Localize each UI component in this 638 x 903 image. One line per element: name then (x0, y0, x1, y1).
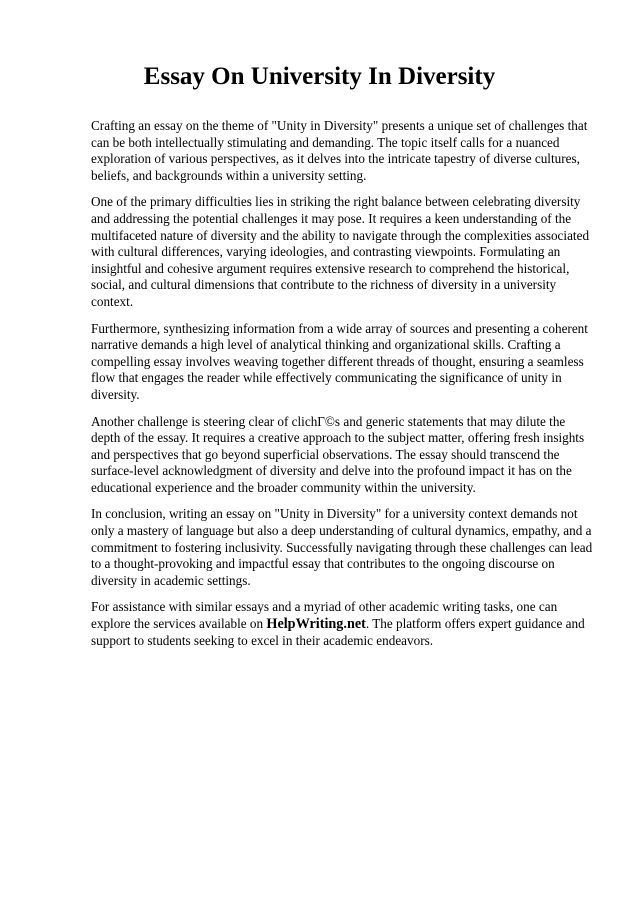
paragraph-5: In conclusion, writing an essay on "Unity in Diversity" for a university context demands not only a mastery of language but also a deep understanding of cultural dynamics, empathy, and a commitment to fostering inclusivity. Successfully navigating through these challenges can lead to a thought-provoking and impactful essay that contributes to the ongoing discourse on diversity in academic settings. (91, 506, 593, 588)
closing-text-before: For assistance with similar essays and a myriad of other academic writing tasks, one can explore the services available on (91, 599, 558, 632)
document-title: Essay On University In Diversity (143, 63, 496, 90)
paragraph-1: Crafting an essay on the theme of "Unity in Diversity" presents a unique set of challenges that can be both intellectually stimulating and demanding. The topic itself calls for a nuanced exploration of various perspectives, as it delves into the intricate tapestry of diverse cultures, beliefs, and backgrounds within a university setting. (91, 118, 588, 183)
paragraph-2: One of the primary difficulties lies in striking the right balance between celebrating diversity and addressing the potential challenges it may pose. It requires a keen understanding of the multifaceted nature of diversity and the ability to navigate through the complexities associated with cultural differences, varying ideologies, and contrasting viewpoints. Formulating an insightful and cohesive argument requires extensive research to comprehend the historical, social, and cultural dimensions that contribute to the richness of diversity in a university context. (91, 194, 590, 309)
paragraph-4: Another challenge is steering clear of clichГ©s and generic statements that may dilute the depth of the essay. It requires a creative approach to the subject matter, offering fresh insights and perspectives that go beyond superficial observations. The essay should transcend the surface-level acknowledgment of diversity and delve into the profound impact it has on the educational experience and the broader community within the university. (91, 413, 585, 495)
helpwriting-link[interactable]: HelpWriting.net (266, 616, 366, 633)
closing-paragraph (91, 599, 596, 649)
paragraph-3: Furthermore, synthesizing information from a wide array of sources and presenting a coherent narrative demands a high level of analytical thinking and organizational skills. Crafting a compelling essay involves weaving together different threads of thought, ensuring a seamless flow that engages the reader while effectively communicating the significance of unity in diversity. (91, 320, 588, 402)
closing-text-after: . The platform offers expert guidance and support to students seeking to excel in their academic endeavors. (91, 616, 585, 648)
